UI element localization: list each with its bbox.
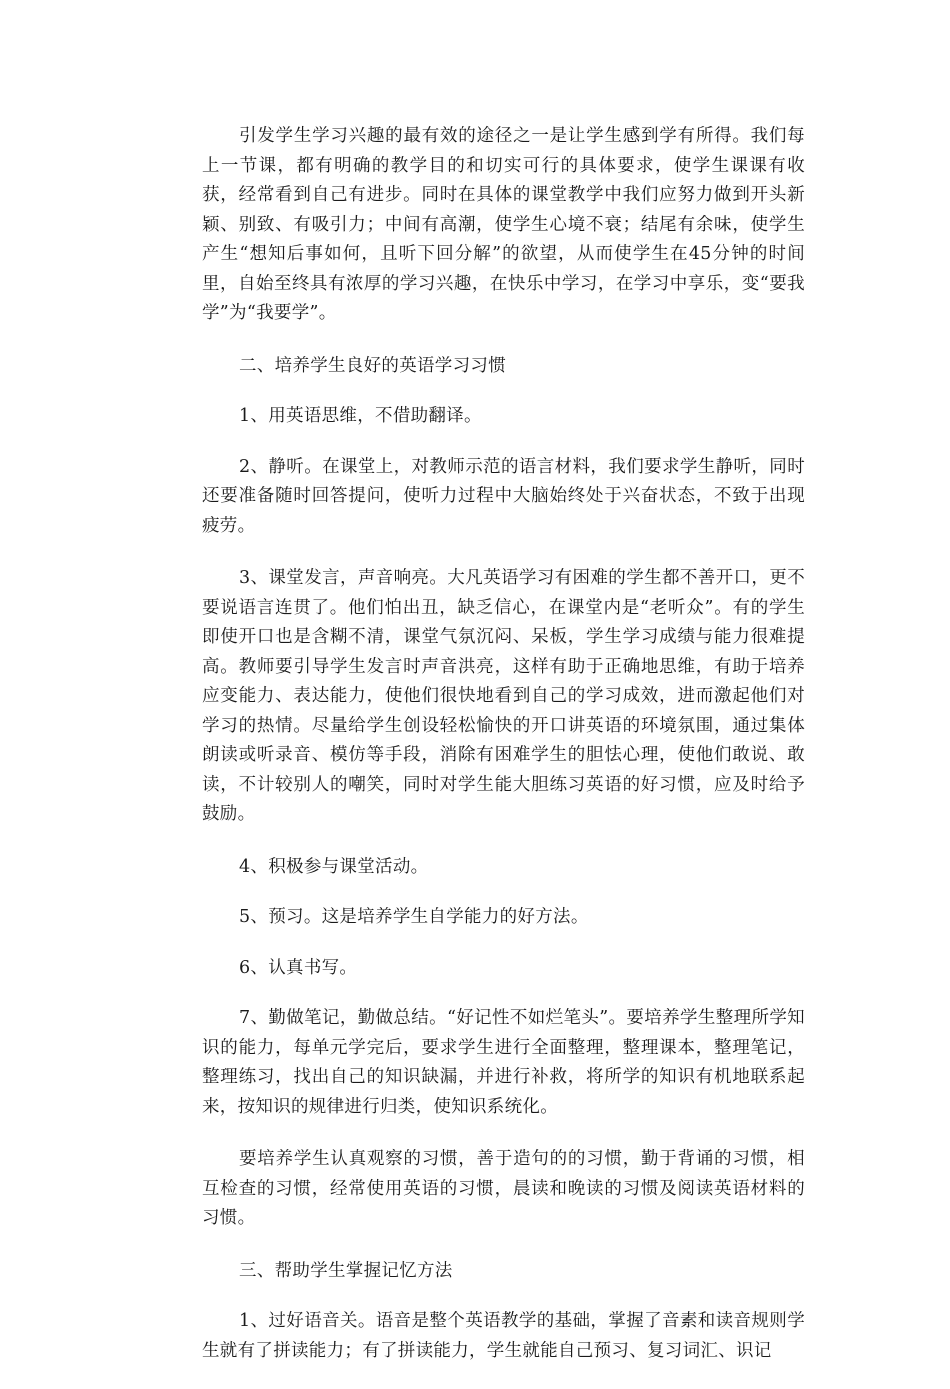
section-heading-habits: 二、培养学生良好的英语学习习惯 [239, 355, 506, 376]
list-item-writing: 6、认真书写。 [239, 957, 358, 978]
section-heading-memory: 三、帮助学生掌握记忆方法 [239, 1260, 453, 1281]
list-item-listen: 2、静听。在课堂上，对教师示范的语言材料，我们要求学生静听，同时还要准备随时回答提问，使听力过程中大脑始终处于兴奋状态，不致于出现疲劳。 [202, 456, 805, 536]
list-item-think-in-english: 1、用英语思维，不借助翻译。 [239, 406, 482, 426]
list-item-preview: 5、预习。这是培养学生自学能力的好方法。 [239, 907, 589, 927]
list-item-pronunciation: 1、过好语音关。语音是整个英语教学的基础，掌握了音素和读音规则学生就有了拼读能力；有了拼读能力，学生就能自己预习、复习词汇、识记 [202, 1311, 805, 1361]
document-page [202, 122, 805, 1389]
paragraph-habits-summary: 要培养学生认真观察的习惯，善于造句的的习惯，勤于背诵的习惯，相互检查的习惯，经常使用英语的习惯，晨读和晚读的习惯及阅读英语材料的习惯。 [202, 1149, 805, 1228]
paragraph-interest: 引发学生学习兴趣的最有效的途径之一是让学生感到学有所得。我们每上一节课，都有明确的教学目的和切实可行的具体要求，使学生课课有收获，经常看到自己有进步。同时在具体的课堂教学中我们应努力做到开头新颖、别致、有吸引力；中间有高潮，使学生心境不衰；结尾有余味，使学生产生“想知后事如何，且听下回分解”的欲望，从而使学生在45分钟的时间里，自始至终具有浓厚的学习兴趣，在快乐中学习，在学习中享乐，变“要我学”为“我要学”。 [202, 126, 805, 323]
list-item-participate: 4、积极参与课堂活动。 [239, 856, 429, 877]
list-item-notes: 7、勤做笔记，勤做总结。“好记性不如烂笔头”。要培养学生整理所学知识的能力，每单元学完后，要求学生进行全面整理，整理课本，整理笔记，整理练习，找出自己的知识缺漏，并进行补救，将所学的知识有机地联系起来，按知识的规律进行归类，使知识系统化。 [202, 1008, 805, 1117]
list-item-speak-loudly: 3、课堂发言，声音响亮。大凡英语学习有困难的学生都不善开口，更不要说语言连贯了。他们怕出丑，缺乏信心，在课堂内是“老听众”。有的学生即使开口也是含糊不清，课堂气氛沉闷、呆板，学生学习成绩与能力很难提高。教师要引导学生发言时声音洪亮，这样有助于正确地思维，有助于培养应变能力、表达能力，使他们很快地看到自己的学习成效，进而激起他们对学习的热情。尽量给学生创设轻松愉快的开口讲英语的环境氛围，通过集体朗读或听录音、模仿等手段，消除有困难学生的胆怯心理，使他们敢说、敢读，不计较别人的嘲笑，同时对学生能大胆练习英语的好习惯，应及时给予鼓励。 [202, 568, 805, 824]
